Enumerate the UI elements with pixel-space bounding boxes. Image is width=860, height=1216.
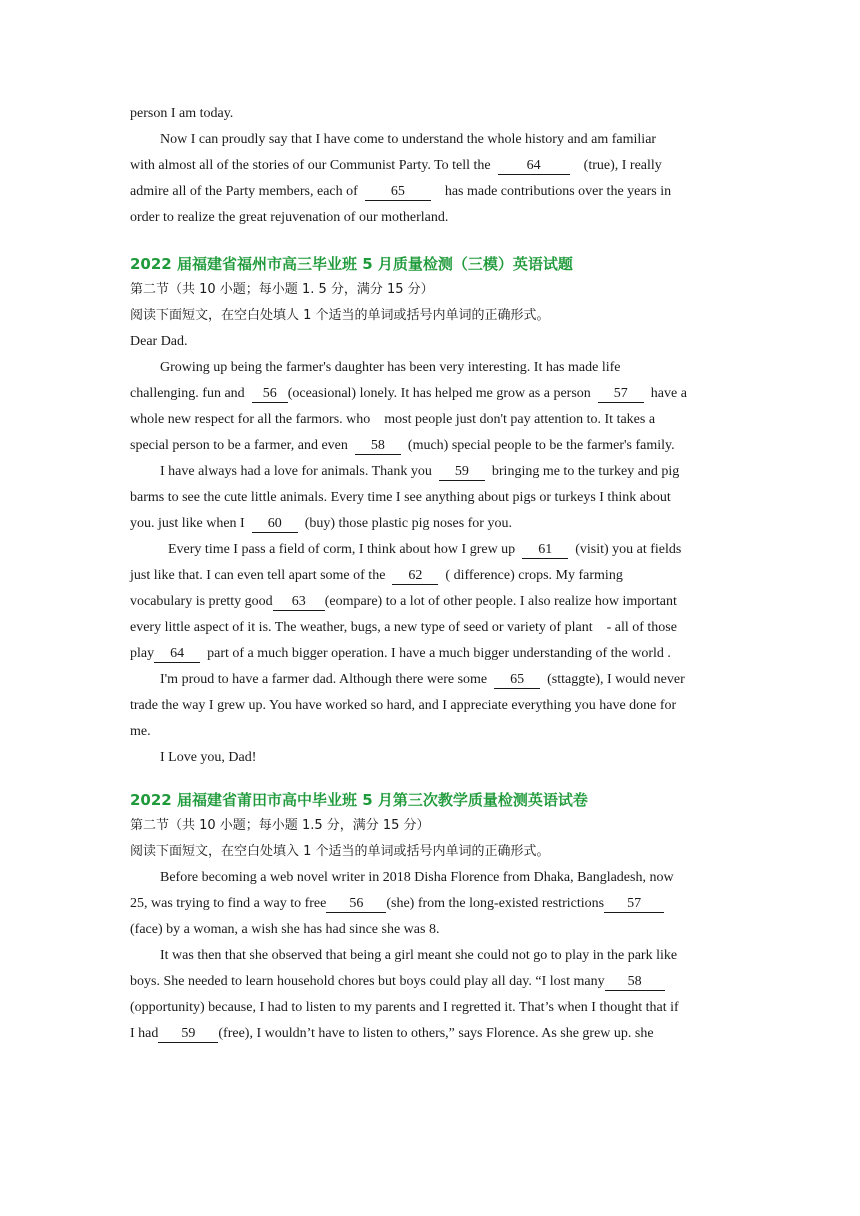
passage-ending [130, 101, 730, 231]
text-segment: (buy) those plastic pig noses for you. [297, 516, 512, 531]
text-line [130, 865, 730, 891]
text-line [130, 433, 730, 459]
text-segment: 25, was trying to find a way to free [130, 896, 327, 911]
answer-blank[interactable]: 64 [498, 158, 570, 175]
answer-blank[interactable]: 59 [439, 464, 485, 481]
text-segment: vocabulary is pretty good [130, 594, 273, 609]
text-segment: I'm proud to have a farmer dad. Although there were some [160, 672, 495, 687]
text-segment: It was then that she observed that being a girl meant she could not go to play in the park like [160, 948, 678, 963]
answer-blank[interactable]: 64 [154, 646, 200, 663]
text-line [130, 329, 730, 355]
answer-blank[interactable]: 57 [604, 896, 664, 913]
answer-blank[interactable]: 63 [273, 594, 325, 611]
text-segment: bringing me to the turkey and pig [484, 464, 680, 479]
text-segment: boys. She needed to learn household chores but boys could play all day. “I lost many [130, 974, 605, 989]
text-line [130, 205, 730, 231]
text-segment: (sttaggte), I would never [540, 672, 685, 687]
text-segment: barms to see the cute little animals. Every time I see anything about pigs or turkeys I think about [130, 490, 671, 505]
text-line [130, 153, 730, 179]
section-title-fuzhou: 2022 届福建省福州市高三毕业班 5 月质量检测（三模）英语试题 [130, 255, 573, 273]
text-line [130, 381, 730, 407]
text-line [130, 667, 730, 693]
text-line [130, 995, 730, 1021]
text-segment: has made contributions over the years in [430, 184, 672, 199]
text-line [130, 355, 730, 381]
text-line [130, 127, 730, 153]
text-segment: challenging. fun and [130, 386, 252, 401]
text-segment: just like that. I can even tell apart some of the [130, 568, 393, 583]
text-segment: Every time I pass a field of corm, I think about how I grew up [168, 542, 523, 557]
answer-blank[interactable]: 56 [252, 386, 288, 403]
text-line [130, 839, 730, 865]
answer-blank[interactable]: 59 [158, 1026, 218, 1043]
text-line [130, 537, 730, 563]
text-line [130, 563, 730, 589]
text-segment: Before becoming a web novel writer in 2018 Disha Florence from Dhaka, Bangladesh, now [160, 870, 674, 885]
text-segment: 第二节（共 10 小题；每小题 1. 5 分，满分 15 分） [130, 282, 434, 297]
text-segment: (face) by a woman, a wish she has had since she was 8. [130, 922, 440, 937]
text-line [130, 693, 730, 719]
text-segment: (eompare) to a lot of other people. I also realize how important [324, 594, 677, 609]
text-line [130, 969, 730, 995]
text-line [130, 589, 730, 615]
text-segment: I had [130, 1026, 159, 1041]
text-line [130, 1021, 730, 1047]
answer-blank[interactable]: 60 [252, 516, 298, 533]
text-line [130, 303, 730, 329]
section-title-putian: 2022 届福建省莆田市高中毕业班 5 月第三次教学质量检测英语试卷 [130, 791, 588, 809]
answer-blank[interactable]: 56 [326, 896, 386, 913]
text-line [130, 511, 730, 537]
answer-blank[interactable]: 65 [494, 672, 540, 689]
answer-blank[interactable]: 65 [365, 184, 431, 201]
text-segment: 阅读下面短文，在空白处填人 1 个适当的单词或括号内单词的正确形式。 [130, 308, 550, 323]
text-segment: play [130, 646, 155, 661]
text-segment: Dear Dad. [130, 334, 188, 349]
text-line [130, 101, 730, 127]
answer-blank[interactable]: 62 [392, 568, 438, 585]
text-line [130, 745, 730, 771]
text-segment: 第二节（共 10 小题；每小题 1.5 分，满分 15 分） [130, 818, 430, 833]
passage-fuzhou [130, 277, 730, 771]
text-segment: I Love you, Dad! [160, 750, 257, 765]
text-line [130, 277, 730, 303]
text-segment: you. just like when I [130, 516, 252, 531]
text-segment: (she) from the long-existed restrictions [386, 896, 605, 911]
answer-blank[interactable]: 58 [605, 974, 665, 991]
text-line [130, 179, 730, 205]
text-line [130, 641, 730, 667]
text-line [130, 459, 730, 485]
text-segment: (free), I wouldn’t have to listen to others,” says Florence. As she grew up. she [218, 1026, 654, 1041]
text-segment: special person to be a farmer, and even [130, 438, 355, 453]
text-segment: person I am today. [130, 106, 234, 121]
text-segment: whole new respect for all the farmors. who most people just don't pay attention to. It takes a [130, 412, 656, 427]
text-segment: every little aspect of it is. The weather, bugs, a new type of seed or variety of plant - all of those [130, 620, 677, 635]
text-segment: 阅读下面短文，在空白处填入 1 个适当的单词或括号内单词的正确形式。 [130, 844, 550, 859]
text-segment: with almost all of the stories of our Communist Party. To tell the [130, 158, 498, 173]
text-segment: (much) special people to be the farmer's family. [400, 438, 675, 453]
text-line [130, 615, 730, 641]
answer-blank[interactable]: 61 [522, 542, 568, 559]
text-segment: (opportunity) because, I had to listen to my parents and I regretted it. That’s when I thought that if [130, 1000, 679, 1015]
text-segment: order to realize the great rejuvenation of our motherland. [130, 210, 449, 225]
text-segment: (visit) you at fields [568, 542, 682, 557]
text-segment: me. [130, 724, 151, 739]
text-line [130, 943, 730, 969]
document-content [130, 101, 730, 1047]
text-segment: Growing up being the farmer's daughter has been very interesting. It has made life [160, 360, 621, 375]
text-segment: have a [643, 386, 687, 401]
text-segment: (oceasional) lonely. It has helped me grow as a person [287, 386, 598, 401]
text-line [130, 917, 730, 943]
text-line [130, 407, 730, 433]
text-segment: Now I can proudly say that I have come to understand the whole history and am familiar [160, 132, 657, 147]
text-segment: I have always had a love for animals. Thank you [160, 464, 439, 479]
text-segment: part of a much bigger operation. I have a much bigger understanding of the world . [200, 646, 671, 661]
answer-blank[interactable]: 57 [598, 386, 644, 403]
text-segment: ( difference) crops. My farming [438, 568, 623, 583]
text-segment: trade the way I grew up. You have worked so hard, and I appreciate everything you have done for [130, 698, 677, 713]
text-line [130, 891, 730, 917]
passage-putian [130, 813, 730, 1047]
answer-blank[interactable]: 58 [355, 438, 401, 455]
text-line [130, 813, 730, 839]
text-segment: (true), I really [569, 158, 662, 173]
text-line [130, 719, 730, 745]
text-line [130, 485, 730, 511]
text-segment: admire all of the Party members, each of [130, 184, 365, 199]
